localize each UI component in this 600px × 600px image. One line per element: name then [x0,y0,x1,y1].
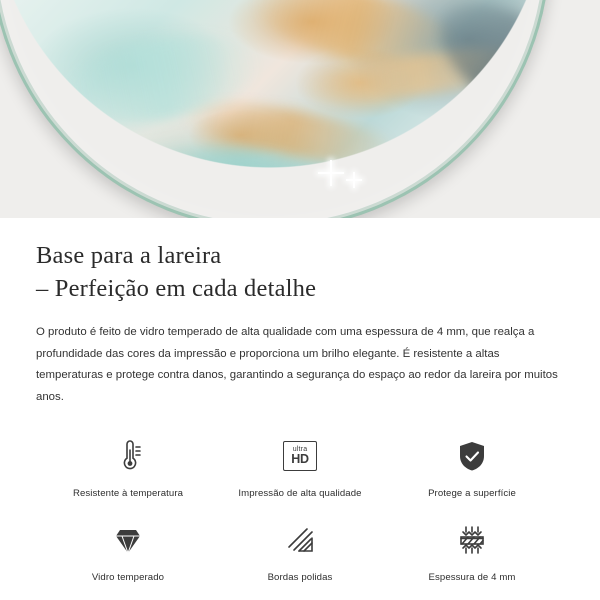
ultra-hd-badge-top: ultra [292,446,308,454]
diamond-icon [107,519,149,561]
feature-label: Espessura de 4 mm [428,572,516,584]
thermometer-icon [107,435,149,477]
feature-label: Impressão de alta qualidade [238,488,362,500]
headline-line-1: Base para a lareira [36,242,222,269]
feature-item [386,519,558,583]
feature-label: Protege a superfície [428,488,516,500]
ultra-hd-icon [279,435,321,477]
polished-edges-icon [279,519,321,561]
feature-item [42,435,214,499]
description-paragraph: O produto é feito de vidro temperado de alta qualidade com uma espessura de 4 mm, que realça a profundidade das cores da impressão e proporciona um brilho elegante. É resistente a altas temperaturas e protege contra danos, garantindo a segurança do espaço ao redor da lareira por muitos anos. [36,325,558,404]
shield-check-icon [451,435,493,477]
feature-item [214,519,386,583]
headline-line-2: – Perfeição em cada detalhe [36,274,317,302]
feature-grid [36,435,564,583]
thickness-arrows-icon [451,519,493,561]
ultra-hd-badge-bottom: HD [291,452,309,467]
description-content [0,218,600,583]
page-title [36,240,564,306]
feature-item [386,435,558,499]
feature-label: Bordas polidas [267,572,333,584]
feature-label: Resistente à temperatura [72,488,184,500]
feature-item [42,519,214,583]
feature-label: Vidro temperado [91,572,165,584]
feature-item [214,435,386,499]
hero-product-image [0,0,600,218]
